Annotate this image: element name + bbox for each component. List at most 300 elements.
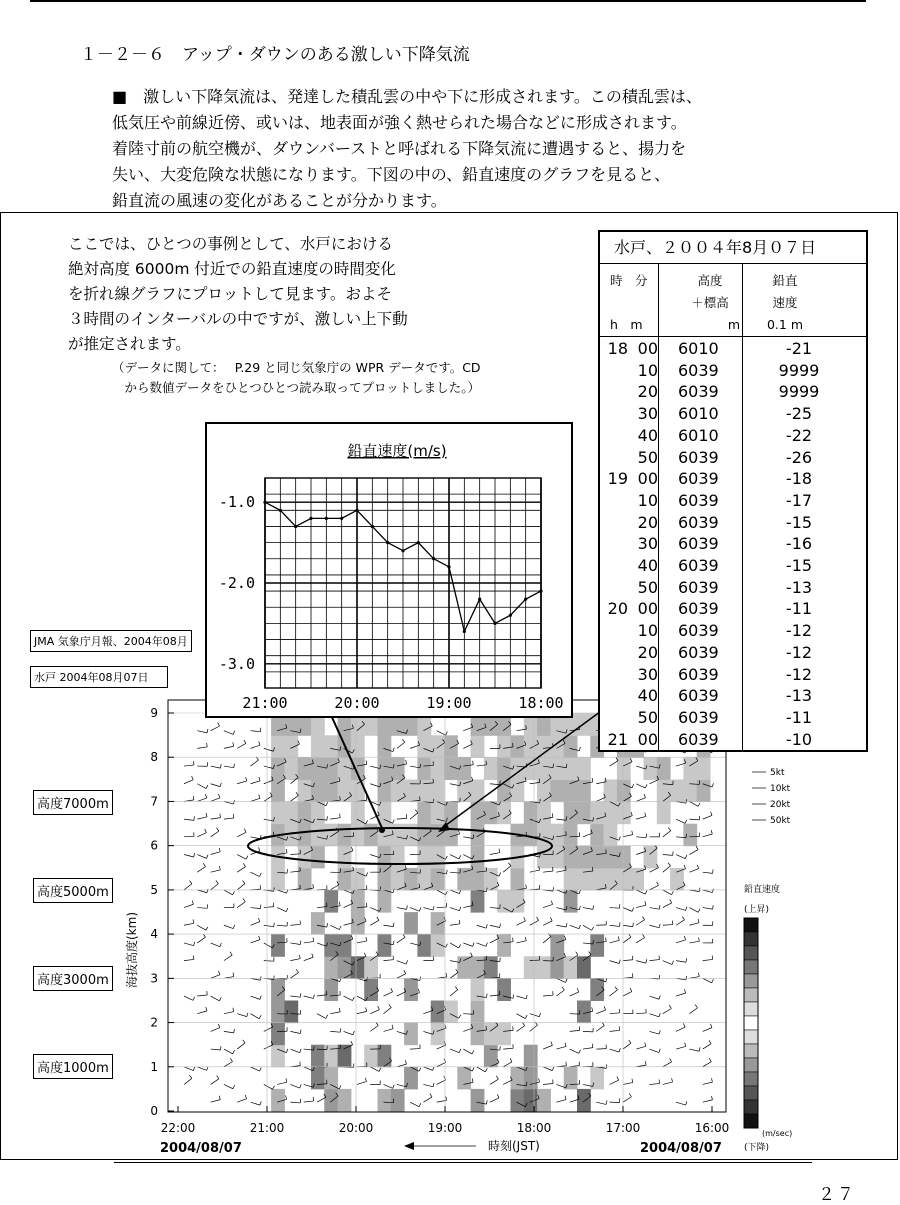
- wind-barb-flag: [712, 1078, 713, 1082]
- wind-barb-flag: [233, 973, 234, 977]
- wind-barb: [197, 833, 206, 837]
- wind-barb: [650, 1014, 660, 1017]
- wind-barb: [663, 866, 671, 872]
- wind-barb: [703, 908, 713, 910]
- wind-barb-flag: [711, 830, 712, 834]
- velocity-cell: [311, 846, 325, 869]
- vertical-speed-point: [355, 509, 358, 512]
- wind-barb: [410, 813, 418, 819]
- source-badge: JMA 気象庁月報、2004年08月: [30, 630, 192, 652]
- case-line: を折れ線グラフにプロットして見ます。およそ: [68, 282, 408, 307]
- wind-barb-flag: [645, 784, 647, 788]
- row-minute: 30: [630, 533, 658, 555]
- wind-barb: [676, 920, 684, 925]
- case-line: ここでは、ひとつの事例として、水戸における: [68, 232, 408, 257]
- wind-barb-flag: [552, 813, 553, 817]
- wind-barb: [251, 731, 261, 732]
- wind-barb: [610, 961, 620, 964]
- wind-barb: [251, 798, 261, 801]
- vertical-speed-point: [524, 598, 527, 601]
- wind-barb: [410, 1049, 420, 1050]
- profiler-x-tick-label: 20:00: [339, 1121, 374, 1135]
- wind-barb: [490, 925, 500, 927]
- wind-barb: [703, 872, 713, 873]
- wind-barb: [650, 1084, 660, 1085]
- wind-barb: [650, 1049, 659, 1052]
- velocity-cell: [311, 735, 325, 758]
- velocity-cell: [378, 1045, 392, 1068]
- wind-barb: [530, 870, 540, 872]
- velocity-cell: [497, 1023, 511, 1046]
- wind-barb-flag: [299, 955, 300, 959]
- wind-barb: [703, 890, 713, 893]
- velocity-cell: [497, 802, 511, 825]
- wind-barb: [344, 1031, 353, 1034]
- wind-barb-flag: [393, 941, 394, 945]
- row-vspeed: 9999: [750, 381, 848, 403]
- wind-barb: [277, 1082, 287, 1084]
- wind-barb-flag: [351, 847, 352, 851]
- wind-barb-flag: [642, 916, 644, 919]
- wind-barb: [530, 1025, 538, 1031]
- wind-barb-flag: [351, 935, 353, 939]
- wind-barb: [197, 890, 207, 893]
- row-vspeed: -17: [750, 490, 848, 512]
- wind-barb: [184, 1078, 192, 1084]
- table-row: [600, 729, 866, 751]
- wind-barb-flag: [709, 1058, 711, 1061]
- wind-barb-flag: [353, 1031, 354, 1035]
- wind-barb: [211, 1079, 219, 1085]
- row-height: 6039: [678, 707, 719, 729]
- row-vspeed: -18: [750, 468, 848, 490]
- wind-barb-flag: [684, 865, 685, 869]
- table-row: [600, 533, 866, 555]
- profiler-x-tick-label: 22:00: [161, 1121, 196, 1135]
- wind-barb: [517, 1026, 525, 1032]
- velocity-cell: [564, 802, 578, 825]
- wind-barb: [197, 1067, 206, 1071]
- wind-barb: [370, 1067, 379, 1072]
- wind-barb-flag: [260, 1068, 262, 1072]
- header-height-sub: ＋標高: [680, 292, 740, 314]
- wind-barb: [596, 1102, 606, 1104]
- wind-barb: [410, 1102, 419, 1107]
- row-vspeed: -15: [750, 512, 848, 534]
- row-height: 6039: [678, 577, 719, 599]
- wind-barb-flag: [233, 925, 234, 929]
- wind-barb: [543, 1067, 552, 1071]
- wind-barb-flag: [193, 796, 194, 800]
- wind-barb-flag: [393, 748, 394, 752]
- wind-barb-flag: [629, 1093, 631, 1096]
- wind-barb: [490, 853, 500, 855]
- wind-barb: [290, 959, 300, 961]
- velocity-cell: [471, 1023, 485, 1046]
- wind-barb-flag: [218, 794, 219, 798]
- velocity-cell: [298, 802, 312, 825]
- wind-barb-flag: [645, 1061, 646, 1065]
- velocity-cell: [404, 1067, 418, 1090]
- wind-barb-flag: [233, 1050, 235, 1054]
- velocity-cell: [617, 780, 631, 803]
- wind-barb-flag: [606, 1064, 607, 1068]
- wind-barb-flag: [207, 889, 208, 893]
- wind-barb-flag: [486, 994, 487, 998]
- wind-barb: [211, 766, 221, 768]
- wind-barb-flag: [684, 936, 685, 940]
- wind-barb-flag: [203, 863, 205, 866]
- wind-barb: [583, 925, 592, 930]
- wind-barb-flag: [326, 1015, 328, 1019]
- wind-barb-flag: [259, 1015, 261, 1018]
- wind-barb-flag: [712, 889, 713, 893]
- wind-barb-flag: [220, 943, 221, 947]
- wind-barb-flag: [245, 1095, 246, 1099]
- velocity-cell: [644, 846, 658, 869]
- velocity-cell: [511, 780, 525, 803]
- wind-barb-flag: [286, 1078, 287, 1082]
- wind-barb: [197, 731, 207, 733]
- velocity-cell: [550, 780, 564, 803]
- wind-barb-flag: [606, 1101, 607, 1105]
- case-line: ３時間のインターバルの中ですが、激しい上下動: [68, 307, 408, 332]
- wind-barb-flag: [219, 1096, 220, 1100]
- wind-barb-flag: [244, 829, 246, 833]
- wind-barb: [556, 978, 565, 982]
- wind-barb-flag: [499, 849, 500, 853]
- wind-barb-flag: [472, 1078, 473, 1082]
- wind-barb-flag: [233, 731, 235, 735]
- wind-barb-flag: [364, 953, 366, 957]
- wind-barb-flag: [206, 1007, 207, 1011]
- wind-barb-flag: [193, 997, 195, 1001]
- wind-barb: [703, 978, 712, 982]
- velocity-cell: [697, 780, 711, 803]
- wind-barb: [304, 957, 313, 960]
- wind-barb-flag: [683, 1023, 685, 1027]
- wind-barb: [636, 890, 645, 894]
- wind-barb: [570, 925, 579, 928]
- velocity-cell: [417, 757, 431, 780]
- velocity-cell: [537, 956, 551, 979]
- wind-barb-flag: [670, 1058, 672, 1062]
- velocity-cell: [338, 1045, 352, 1068]
- row-minute: 00: [630, 468, 658, 490]
- wind-barb-flag: [697, 865, 698, 869]
- wind-barb: [676, 819, 685, 823]
- wind-barb: [197, 925, 206, 930]
- table-row: [600, 598, 866, 620]
- wind-barb-flag: [406, 760, 407, 764]
- table-header-rule: [600, 336, 866, 337]
- table-row: [600, 360, 866, 382]
- wind-barb: [703, 1044, 711, 1049]
- velocity-cell: [351, 735, 365, 758]
- wind-barb-flag: [645, 813, 646, 817]
- profiler-x-tick-label: 16:00: [695, 1121, 730, 1135]
- row-vspeed: -22: [750, 425, 848, 447]
- wind-barb-flag: [300, 1030, 301, 1034]
- wind-barb-flag: [455, 987, 458, 990]
- data-table: [598, 230, 868, 752]
- velocity-cell: [577, 1089, 591, 1112]
- velocity-cell: [351, 912, 365, 935]
- header-time-label: 時 分: [610, 270, 648, 292]
- wind-barb: [290, 943, 300, 945]
- wind-barb: [184, 819, 194, 820]
- wind-barb-flag: [632, 1079, 633, 1083]
- inset-x-tick-label: 18:00: [518, 694, 563, 712]
- velocity-cell: [338, 1089, 352, 1112]
- wind-barb-flag: [207, 743, 208, 747]
- velocity-cell: [324, 735, 338, 758]
- wind-barb-flag: [696, 846, 698, 849]
- wind-legend-label: 5kt: [770, 768, 785, 778]
- wind-barb-flag: [645, 1042, 646, 1046]
- wind-barb-flag: [686, 976, 687, 980]
- velocity-cell: [550, 956, 564, 979]
- wind-barb-flag: [300, 941, 301, 945]
- wind-barb: [290, 924, 300, 925]
- table-row: [600, 620, 866, 642]
- velocity-cell: [683, 824, 697, 847]
- vertical-speed-point: [279, 509, 282, 512]
- wind-barb-flag: [524, 917, 526, 921]
- wind-barb: [623, 937, 631, 943]
- wind-barb-flag: [668, 863, 671, 866]
- wind-barb-flag: [526, 884, 527, 888]
- velocity-cell: [550, 757, 564, 780]
- velocity-cell: [550, 824, 564, 847]
- wind-barb-flag: [219, 997, 221, 1001]
- velocity-cell: [431, 757, 445, 780]
- inset-x-ticks: [242, 694, 563, 712]
- wind-barb: [397, 961, 406, 964]
- wind-barb-flag: [446, 1096, 447, 1100]
- wind-barb-flag: [206, 813, 207, 817]
- wind-barb-flag: [340, 814, 341, 818]
- row-vspeed: -12: [750, 642, 848, 664]
- wind-barb-flag: [632, 908, 634, 912]
- wind-barb-flag: [286, 908, 288, 912]
- wind-barb-flag: [206, 785, 208, 789]
- wind-barb: [384, 960, 394, 961]
- wind-barb-flag: [313, 995, 314, 999]
- profiler-date-left: 2004/08/07: [160, 1141, 242, 1156]
- velocity-cell: [564, 1067, 578, 1090]
- wind-barb-flag: [686, 907, 687, 911]
- wind-barb: [370, 920, 379, 925]
- wind-barb: [397, 908, 407, 910]
- vertical-speed-point: [309, 517, 312, 520]
- wind-barb-flag: [642, 934, 644, 937]
- wind-barb: [503, 1062, 512, 1067]
- header-time: [610, 270, 648, 336]
- velocity-cell: [497, 757, 511, 780]
- wind-barb: [503, 866, 511, 872]
- wind-barb-flag: [313, 884, 314, 888]
- wind-barb-flag: [684, 989, 685, 993]
- wind-barb-flag: [712, 1096, 713, 1100]
- colorbar-title: 鉛直速度: [744, 883, 780, 895]
- wind-barb-flag: [207, 855, 209, 859]
- velocity-cell: [431, 912, 445, 935]
- velocity-cell: [391, 1089, 405, 1112]
- wind-barb: [636, 920, 644, 926]
- row-height: 6039: [678, 555, 719, 577]
- wind-barb: [251, 908, 261, 909]
- wind-barb: [636, 938, 644, 943]
- wind-barb: [530, 1014, 540, 1017]
- velocity-cell: [524, 735, 538, 758]
- colorbar-down-label: (下降): [744, 1141, 769, 1153]
- table-row: [600, 403, 866, 425]
- wind-barb: [636, 837, 646, 838]
- table-row: [600, 664, 866, 686]
- wind-barb: [703, 1082, 713, 1084]
- wind-barb: [663, 925, 673, 926]
- wind-barb-flag: [286, 849, 287, 853]
- velocity-cell: [271, 978, 285, 1001]
- velocity-cell: [417, 735, 431, 758]
- wind-barb: [197, 866, 205, 872]
- wind-barb: [184, 923, 194, 925]
- wind-barb: [197, 784, 206, 789]
- wind-barb-flag: [259, 847, 260, 851]
- velocity-cell: [511, 1067, 525, 1090]
- wind-barb: [197, 995, 207, 996]
- wind-barb: [636, 784, 645, 788]
- wind-barb-flag: [313, 938, 314, 942]
- wind-barb-flag: [433, 906, 434, 910]
- colorbar-swatch: [744, 1016, 758, 1030]
- wind-barb-flag: [566, 979, 568, 983]
- wind-barb-flag: [698, 803, 700, 806]
- velocity-cell: [457, 780, 471, 803]
- wind-barb: [251, 940, 260, 943]
- wind-barb: [623, 960, 633, 961]
- velocity-cell: [497, 735, 511, 758]
- wind-barb: [623, 992, 632, 997]
- velocity-cell: [590, 846, 604, 869]
- velocity-cell: [324, 1045, 338, 1068]
- table-row: [600, 642, 866, 664]
- velocity-cell: [338, 846, 352, 869]
- wind-barb-flag: [698, 909, 700, 913]
- wind-barb-flag: [510, 1058, 512, 1062]
- wind-barb-flag: [192, 900, 193, 904]
- wind-barb-flag: [685, 1043, 686, 1047]
- row-vspeed: -13: [750, 685, 848, 707]
- velocity-cell: [417, 802, 431, 825]
- wind-barb: [384, 1007, 392, 1013]
- wind-barb: [290, 973, 298, 979]
- wind-barb: [384, 1029, 394, 1032]
- wind-barb: [290, 996, 300, 997]
- wind-barb-flag: [472, 1067, 474, 1071]
- velocity-cell: [670, 780, 684, 803]
- colorbar-swatch: [744, 1114, 758, 1128]
- wind-barb: [570, 1049, 579, 1053]
- profiler-x-tick-label: 18:00: [517, 1121, 552, 1135]
- wind-barb: [423, 1097, 432, 1102]
- velocity-cell: [604, 846, 618, 869]
- wind-barb-flag: [233, 1085, 235, 1089]
- wind-barb-flag: [218, 971, 219, 975]
- table-row: [600, 468, 866, 490]
- wind-barb-flag: [645, 901, 646, 905]
- vertical-speed-point: [493, 622, 496, 625]
- wind-barb: [251, 1102, 261, 1105]
- wind-barb: [703, 1028, 712, 1032]
- wind-barb-flag: [699, 973, 700, 977]
- wind-barb-flag: [433, 1083, 434, 1087]
- velocity-cell: [311, 824, 325, 847]
- wind-barb-flag: [273, 1086, 275, 1089]
- wind-barb-flag: [339, 1008, 340, 1012]
- wind-barb-flag: [459, 1049, 460, 1053]
- velocity-cell: [683, 780, 697, 803]
- wind-barb: [211, 1049, 221, 1050]
- wind-barb-flag: [433, 1067, 434, 1071]
- row-hour: 20: [606, 598, 628, 620]
- velocity-cell: [298, 757, 312, 780]
- wind-barb-flag: [339, 1085, 341, 1089]
- velocity-cell: [417, 846, 431, 869]
- wind-barb: [650, 908, 660, 910]
- wind-barb: [556, 1046, 566, 1049]
- wind-barb: [517, 921, 526, 925]
- wind-barb-flag: [473, 761, 474, 765]
- wind-barb-flag: [564, 953, 566, 957]
- wind-barb: [370, 1010, 379, 1014]
- wind-barb: [304, 942, 314, 943]
- profiler-y-tick-label: 7: [150, 794, 158, 808]
- velocity-cell: [564, 868, 578, 891]
- wind-barb-flag: [657, 882, 659, 886]
- wind-barb: [211, 798, 220, 802]
- table-row: [600, 425, 866, 447]
- velocity-cell: [471, 1001, 485, 1024]
- wind-barb: [437, 890, 446, 895]
- wind-barb: [423, 908, 433, 910]
- wind-barb-flag: [274, 923, 275, 927]
- wind-barb: [251, 996, 260, 999]
- vertical-speed-point: [371, 525, 374, 528]
- wind-barb: [623, 925, 633, 926]
- wind-barb-flag: [564, 936, 565, 940]
- wind-barb-flag: [576, 952, 578, 955]
- wind-barb: [689, 1049, 699, 1051]
- wind-barb-flag: [565, 1096, 566, 1100]
- wind-barb-flag: [619, 836, 620, 840]
- wind-barb-flag: [312, 954, 313, 958]
- wind-barb-flag: [500, 924, 501, 928]
- row-vspeed: -12: [750, 620, 848, 642]
- wind-barb-flag: [630, 988, 632, 992]
- vertical-speed-point: [463, 630, 466, 633]
- colorbar-swatch: [744, 1086, 758, 1100]
- wind-barb: [623, 908, 632, 912]
- wind-barb: [211, 870, 221, 872]
- row-vspeed: -12: [750, 664, 848, 686]
- wind-barb: [570, 1030, 580, 1031]
- wind-barb: [463, 943, 472, 946]
- velocity-cell: [338, 757, 352, 780]
- row-vspeed: -11: [750, 598, 848, 620]
- wind-barb: [689, 1008, 697, 1014]
